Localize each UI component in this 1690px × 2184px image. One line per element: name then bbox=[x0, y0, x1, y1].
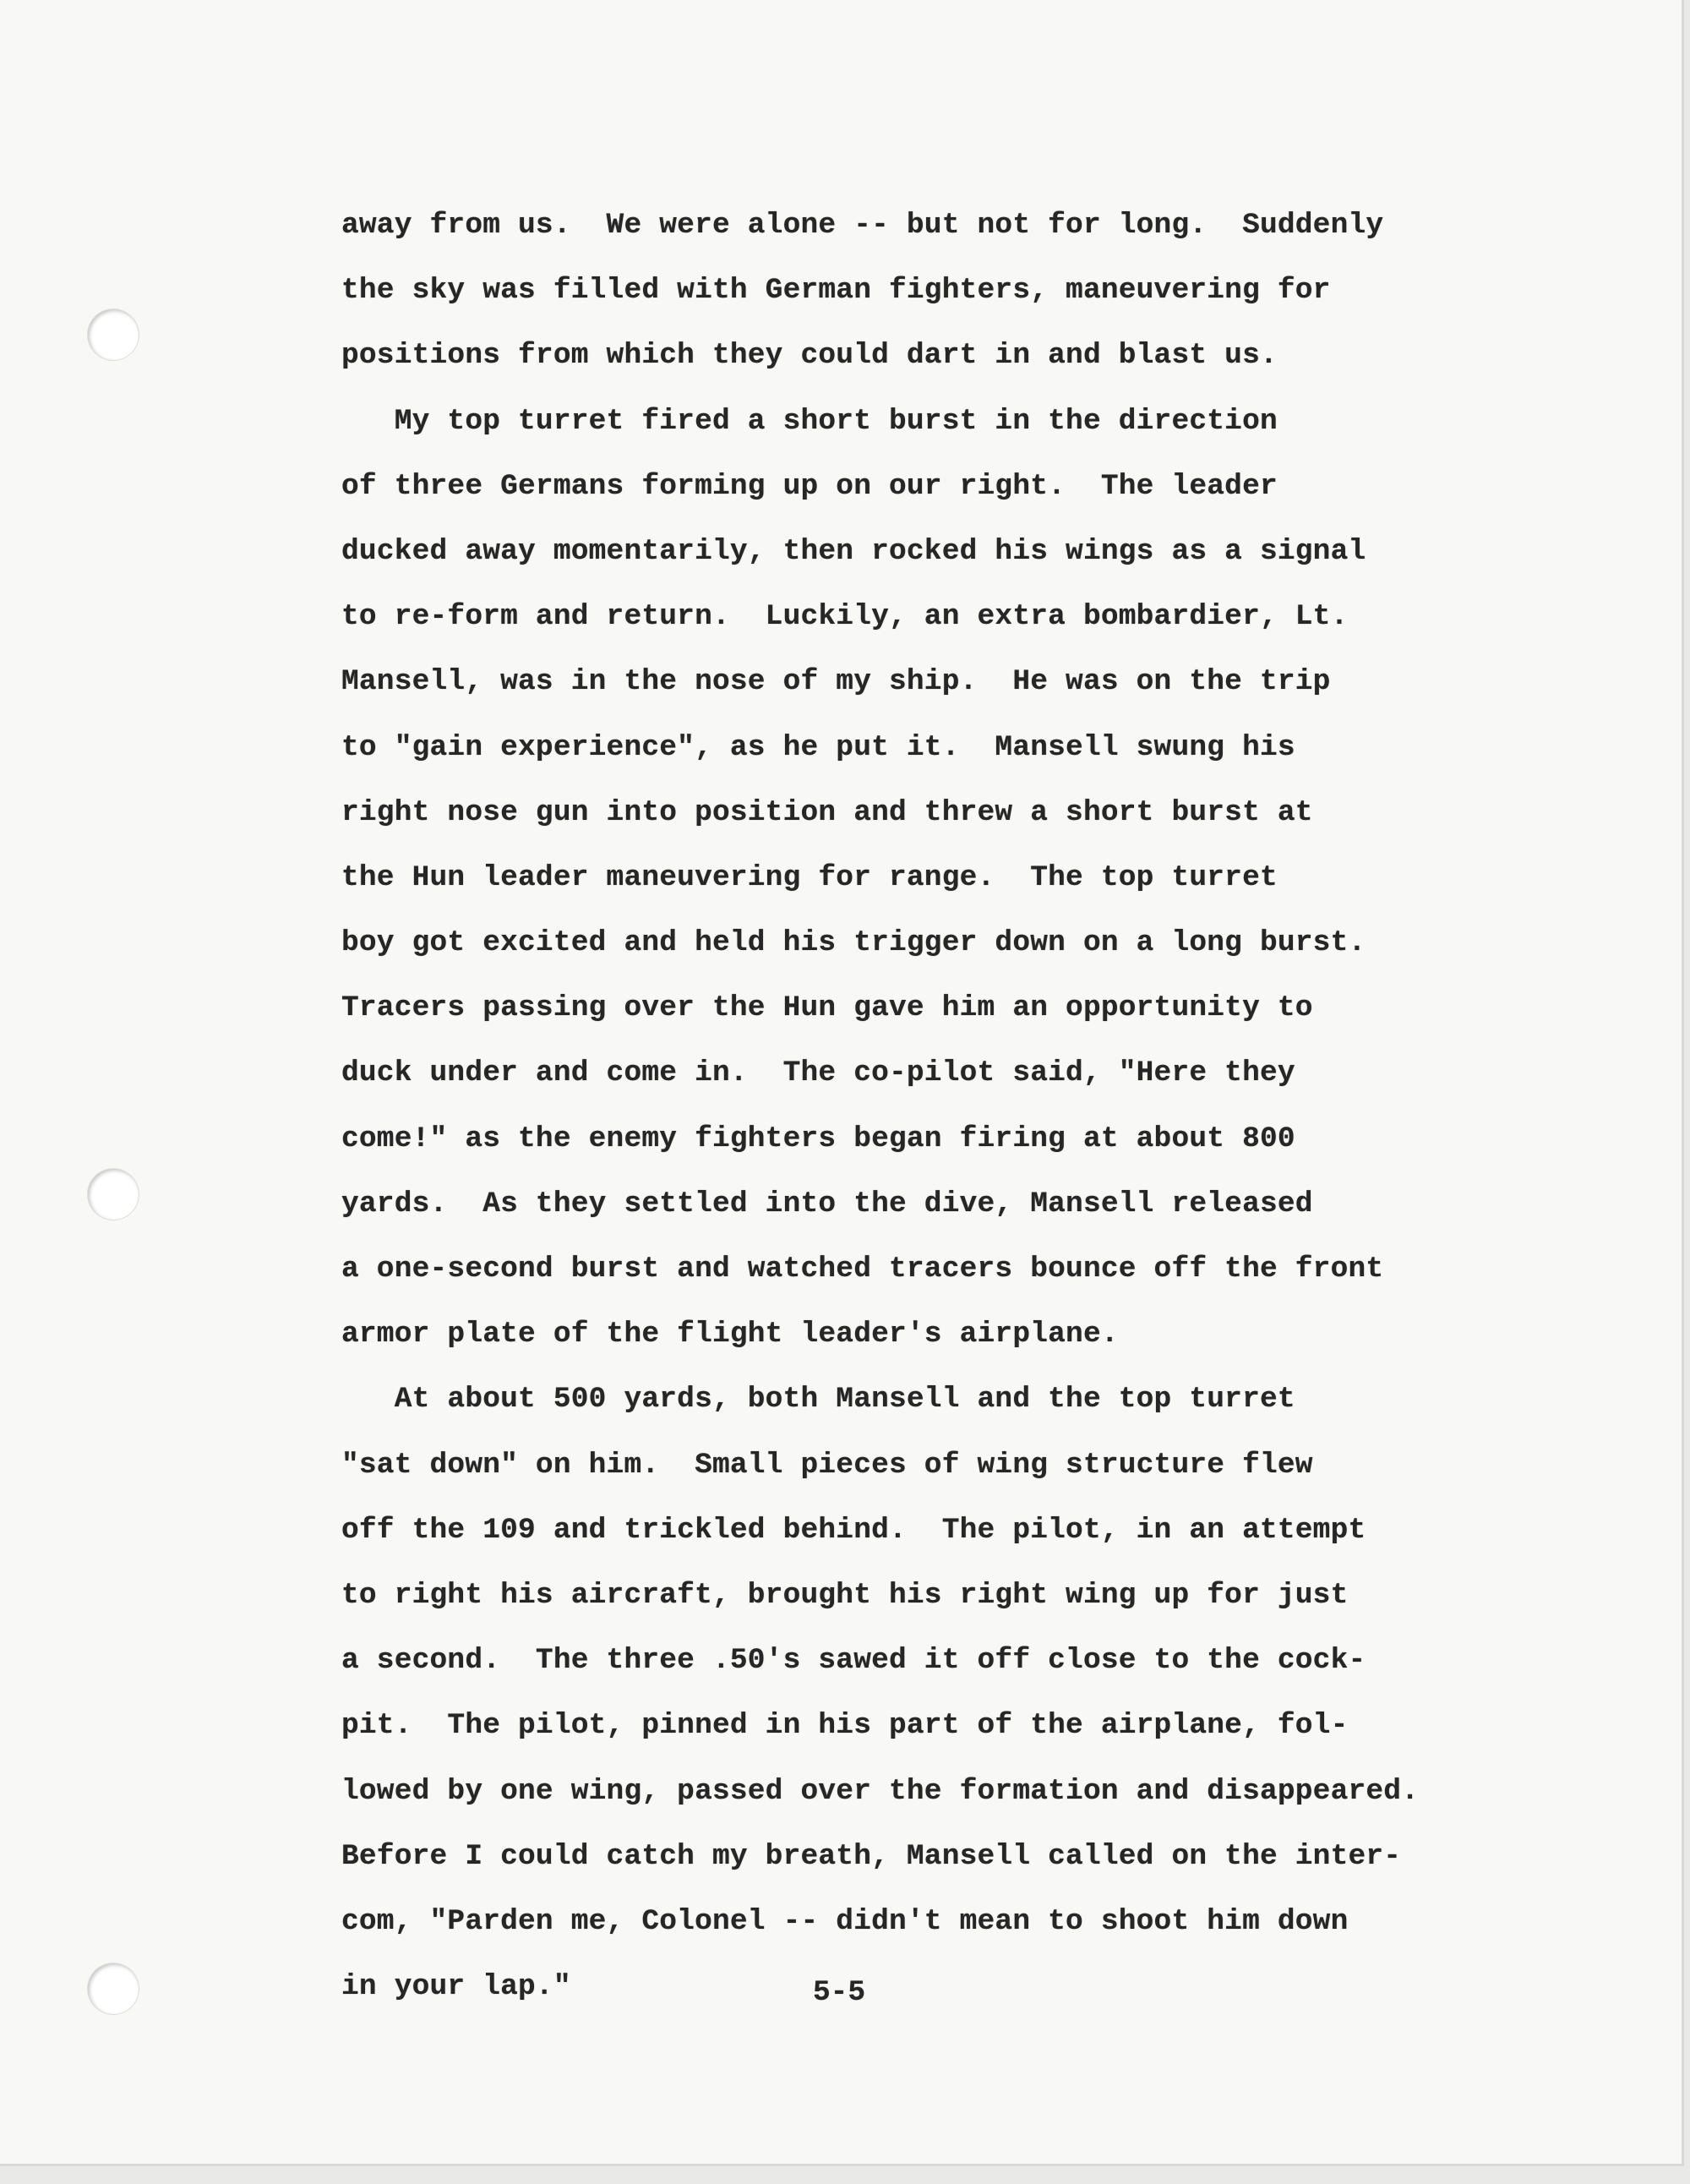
text-line: ducked away momentarily, then rocked his wings as a signal bbox=[341, 534, 1366, 568]
text-line: of three Germans forming up on our right. The leader bbox=[341, 469, 1278, 503]
text-line: the Hun leader maneuvering for range. The top turret bbox=[341, 860, 1278, 894]
punch-hole-middle bbox=[88, 1169, 139, 1220]
punch-hole-top bbox=[88, 309, 139, 360]
text-line: off the 109 and trickled behind. The pilot, in an attempt bbox=[341, 1513, 1366, 1547]
text-line: At about 500 yards, both Mansell and the top turret bbox=[341, 1383, 1295, 1417]
page-number bbox=[0, 1976, 1682, 2009]
text-line: a one-second burst and watched tracers bounce off the front bbox=[341, 1253, 1384, 1286]
text-line: My top turret fired a short burst in the direction bbox=[341, 404, 1278, 438]
text-line: right nose gun into position and threw a short burst at bbox=[341, 795, 1313, 829]
text-line: com, "Parden me, Colonel -- didn't mean to shoot him down bbox=[341, 1904, 1349, 1938]
text-line: Before I could catch my breath, Mansell called on the inter- bbox=[341, 1839, 1402, 1873]
text-line: come!" as the enemy fighters began firing at about 800 bbox=[341, 1122, 1295, 1155]
text-line: Mansell, was in the nose of my ship. He was on the trip bbox=[341, 665, 1331, 699]
text-line: Tracers passing over the Hun gave him an opportunity to bbox=[341, 991, 1313, 1025]
text-line: armor plate of the flight leader's airplane. bbox=[341, 1318, 1119, 1351]
text-line: boy got excited and held his trigger down on a long burst. bbox=[341, 926, 1366, 960]
text-line: positions from which they could dart in and blast us. bbox=[341, 339, 1278, 373]
text-line: "sat down" on him. Small pieces of wing structure flew bbox=[341, 1448, 1313, 1482]
text-line: to re-form and return. Luckily, an extra bombardier, Lt. bbox=[341, 600, 1349, 634]
text-line: pit. The pilot, pinned in his part of the airplane, fol- bbox=[341, 1709, 1349, 1743]
text-line: in your lap." bbox=[341, 1970, 571, 2004]
text-line: a second. The three .50's sawed it off close to the cock- bbox=[341, 1644, 1366, 1678]
typed-body-text bbox=[341, 193, 1524, 2019]
text-line: to "gain experience", as he put it. Mansell swung his bbox=[341, 730, 1295, 764]
text-line: away from us. We were alone -- but not for long. Suddenly bbox=[341, 209, 1384, 242]
page-number-text: 5-5 bbox=[812, 1976, 866, 2009]
text-line: duck under and come in. The co-pilot said, "Here they bbox=[341, 1057, 1295, 1090]
text-line: yards. As they settled into the dive, Mansell released bbox=[341, 1187, 1313, 1220]
text-line: lowed by one wing, passed over the formation and disappeared. bbox=[341, 1774, 1420, 1808]
text-line: to right his aircraft, brought his right wing up for just bbox=[341, 1578, 1349, 1612]
text-line: the sky was filled with German fighters, maneuvering for bbox=[341, 274, 1331, 308]
